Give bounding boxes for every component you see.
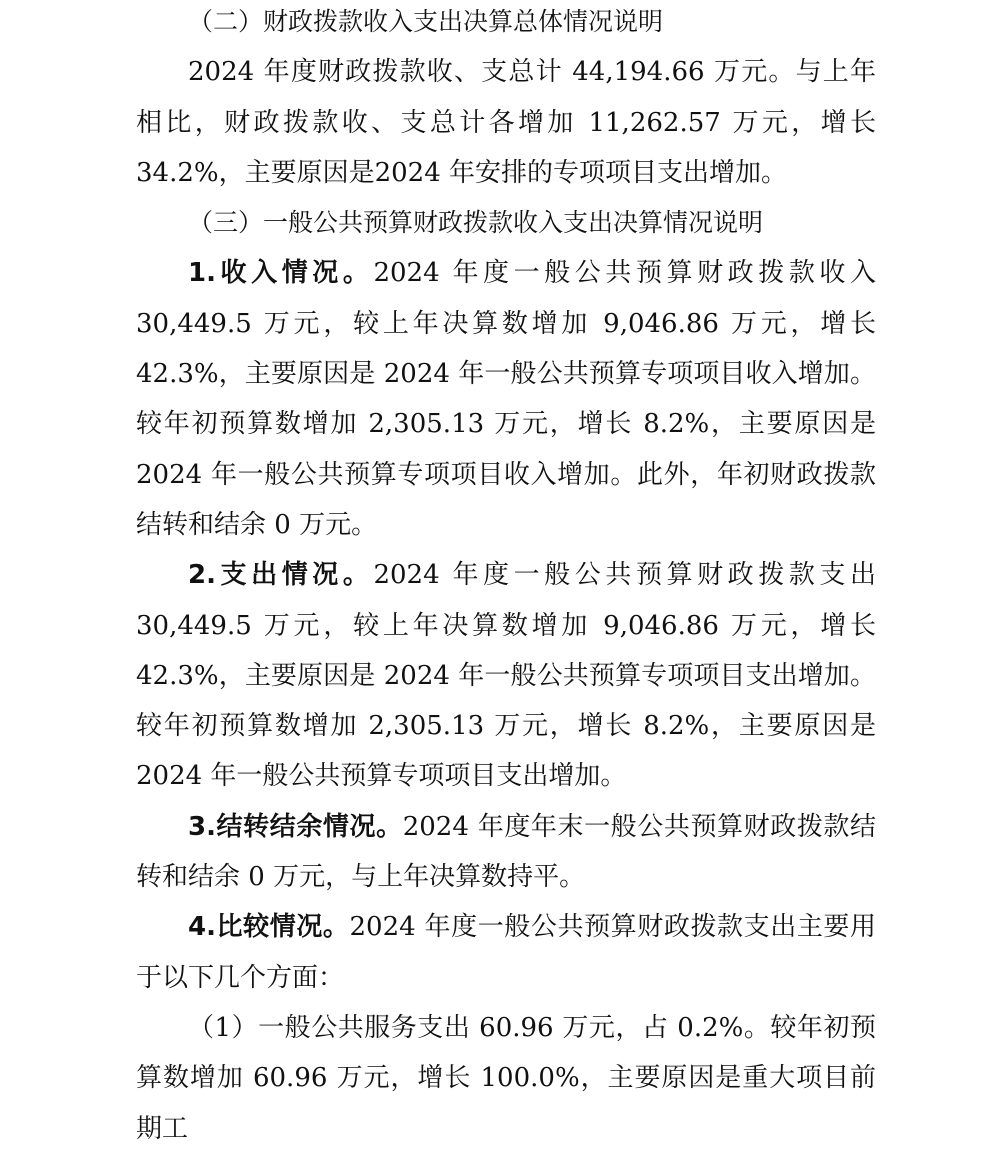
paragraph-carryover <box>136 802 876 903</box>
paragraph-general-services <box>136 1003 876 1154</box>
paragraph-text: （1）一般公共服务支出 60.96 万元，占 0.2%。较年初预算数增加 60.96 万元，增长 100.0%，主要原因是重大项目前期工 <box>136 1012 876 1144</box>
paragraph-lead: 1.收入情况。 <box>188 258 374 289</box>
paragraph-lead: 2.支出情况。 <box>188 560 374 591</box>
document-page <box>136 0 876 1154</box>
paragraph-expenditure <box>136 550 876 801</box>
paragraph-comparison <box>136 902 876 1003</box>
paragraph-text: 2024 年度财政拨款收、支总计 44,194.66 万元。与上年相比，财政拨款收、支总计各增加 11,262.57 万元，增长 34.2%，主要原因是2024 年安排的专项项目支出增加。 <box>136 57 876 188</box>
paragraph-text: 2024 年度一般公共预算财政拨款支出主要用于以下几个方面： <box>136 912 876 993</box>
paragraph-text: 2024 年度年末一般公共预算财政拨款结转和结余 0 万元，与上年决算数持平。 <box>136 811 877 893</box>
paragraph-total-summary <box>136 47 876 198</box>
paragraph-text: 2024 年度一般公共预算财政拨款支出 30,449.5 万元，较上年决算数增加 9,046.86 万元，增长 42.3%，主要原因是 2024 年一般公共预算专项项目支出增加。较年初预算数增加 2,305.13 万元，增长 8.2%，主要原因是 2024 年一般公共预算专项项目支出增加。 <box>136 560 877 792</box>
paragraph-lead: 3.结转结余情况。 <box>188 811 403 842</box>
section-heading-3: （三）一般公共预算财政拨款收入支出决算情况说明 <box>188 208 764 238</box>
paragraph-income <box>136 248 876 550</box>
paragraph-lead: 4.比较情况。 <box>188 912 350 943</box>
paragraph-text: 2024 年度一般公共预算财政拨款收入 30,449.5 万元，较上年决算数增加 9,046.86 万元，增长 42.3%，主要原因是 2024 年一般公共预算专项项目收入增加。较年初预算数增加 2,305.13 万元，增长 8.2%，主要原因是 2024 年一般公共预算专项项目收入增加。此外，年初财政拨款结转和结余 0 万元。 <box>136 258 877 540</box>
section-heading-2: （二）财政拨款收入支出决算总体情况说明 <box>188 7 664 36</box>
